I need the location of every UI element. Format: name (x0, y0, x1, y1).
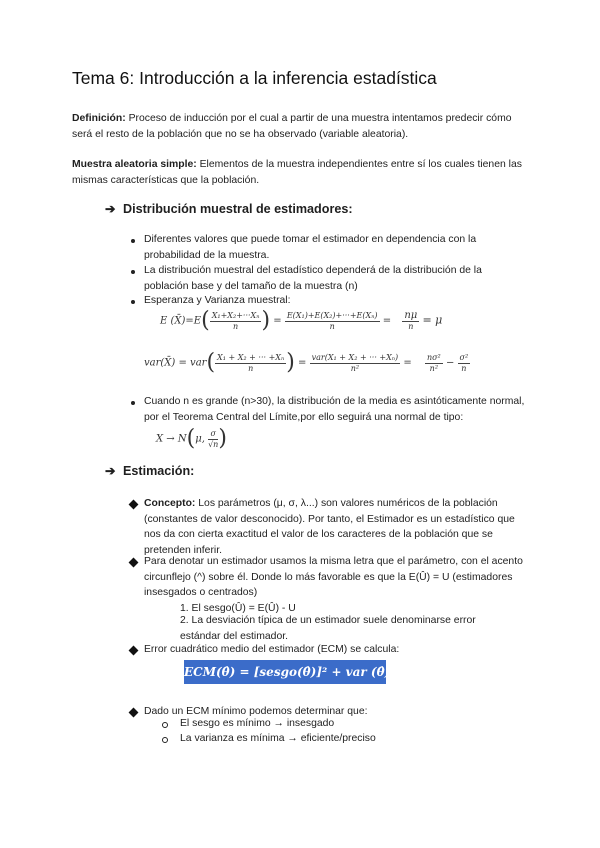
bullet-icon (131, 300, 135, 304)
bullet-icon (131, 239, 135, 243)
sub-list-item: La varianza es mínima → eficiente/preciso (180, 733, 376, 744)
page-title: Tema 6: Introducción a la inferencia estadística (72, 68, 437, 88)
list-item: Cuando n es grande (n>30), la distribución de la media es asintóticamente normal, por el Teorema Central del Límite,por ello seguirá una normal de tipo: (144, 396, 525, 423)
list-item: Dado un ECM mínimo podemos determinar que: (144, 706, 368, 717)
diamond-bullet-icon (129, 558, 139, 568)
formula-variance: var(X̄) = var( $\frac{\text{X₁ + X₂ + ··· +Xₙ}}{n}$ ) = $\frac{\text{var(X₁ + X₂ + ··· +Xₙ)}}{\text{n²}}$ = $\frac{\text{nσ²}}{\text{n²}}$ − $\frac{\text{σ²}}{n}$ (144, 350, 469, 375)
sample-paragraph (72, 157, 532, 189)
section-heading-distribution: ➔ Distribución muestral de estimadores: (105, 202, 353, 216)
bullet-icon (131, 401, 135, 405)
sub-list-item: El sesgo es mínimo → insesgado (180, 718, 335, 729)
sample-text: Elementos de la muestra independientes entre sí los cuales tienen las mismas características que la población. (72, 159, 522, 186)
circle-bullet-icon (162, 737, 168, 743)
numbered-item: 2. La desviación típica de un estimador suele denominarse error estándar del estimador. (180, 615, 476, 642)
diamond-bullet-icon (129, 708, 139, 718)
circle-bullet-icon (162, 722, 168, 728)
arrow-icon: ➔ (105, 464, 116, 478)
list-item: La distribución muestral del estadístico dependerá de la distribución de la población base y del tamaño de la muestra (n) (144, 265, 482, 292)
list-item: Error cuadrático medio del estimador (ECM) se calcula: (144, 644, 400, 655)
arrow-icon: ➔ (105, 202, 116, 216)
diamond-bullet-icon (129, 646, 139, 656)
list-item: Diferentes valores que puede tomar el estimador en dependencia con la probabilidad de la muestra. (144, 234, 477, 261)
bullet-icon (131, 270, 135, 274)
section-heading-estimation: ➔ Estimación: (105, 464, 195, 478)
definition-label: Definición: (72, 113, 126, 124)
formula-normal: X → N(μ, $\frac{\sigma}{√n}$ ) (156, 426, 227, 451)
definition-paragraph (72, 111, 532, 143)
list-item: Concepto: Los parámetros (μ, σ, λ...) son valores numéricos de la población (constantes de valor desconocido). Por tanto, el Estimador es un estadístico que nos da con cierta exactitud el valor de los caracteres de la población que se pretenden inferir. (144, 498, 515, 556)
list-item: Esperanza y Varianza muestral: (144, 295, 291, 306)
numbered-item: 1. El sesgo(Û) = E(Û) - U (180, 603, 296, 614)
definition-text: Proceso de inducción por el cual a partir de una muestra intentamos predecir cómo será el resto de la población que no se ha observado (variable aleatoria). (72, 113, 512, 140)
formula-expectation: E (X̄)=E( $\frac{\text{X₁+X₂+···Xₙ}}{n}$ ) = $\frac{\text{E(X₁)+E(X₂)+···+E(Xₙ)}}{n}$ = $\frac{n\mu}{n}$ = μ (160, 308, 443, 333)
diamond-bullet-icon (129, 500, 139, 510)
sample-label: Muestra aleatoria simple: (72, 159, 197, 170)
list-item: Para denotar un estimador usamos la misma letra que el parámetro, con el acento circunflejo (^) sobre él. Donde lo más favorable es que la E(Û) = U (estimadores insesgados o centrados) (144, 556, 523, 598)
ecm-formula: ECM(θ̂) = [sesgo(θ̂)]² + var (θ̂) (184, 660, 386, 684)
